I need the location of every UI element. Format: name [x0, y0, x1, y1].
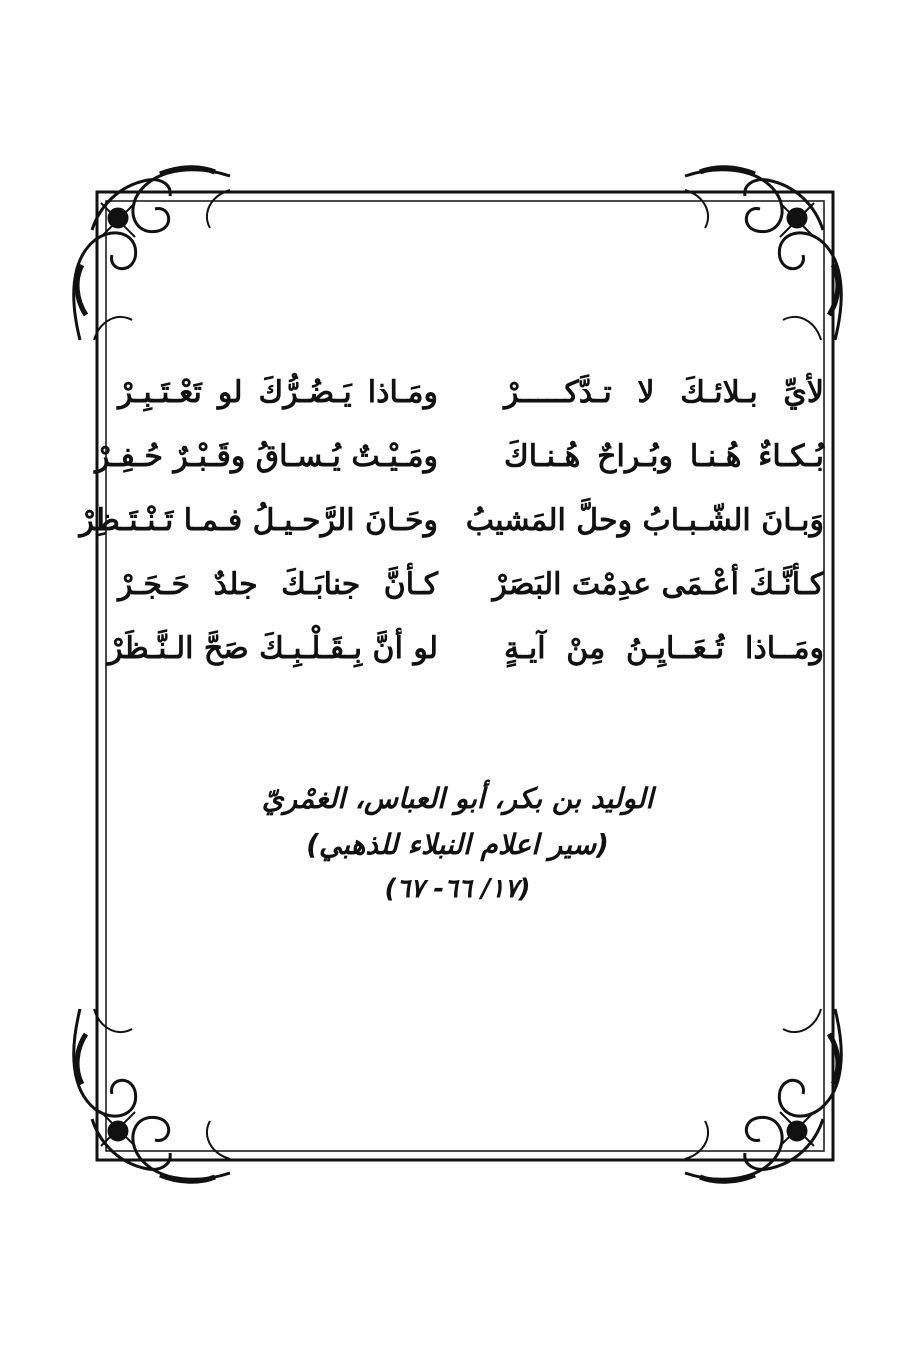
verse-3 — [79, 488, 824, 552]
corner-ornament-top-right — [685, 168, 841, 340]
verse-5-right-hemistich: ومَــاذا تُـعَــايِـنُ مِنْ آيـةٍ — [504, 630, 824, 666]
poem — [79, 360, 824, 680]
source-title: (سير اعلام النبلاء للذهبي) — [306, 828, 609, 861]
verse-1-left-hemistich: ومَـاذا يَـضُـرُّكَ لو تَعْـتَـبِـرْ — [118, 374, 438, 410]
verse-1-right-hemistich: لأيِّ بـلائـكَ لا تـدَّكـــــرْ — [504, 374, 824, 410]
verse-1 — [118, 360, 824, 424]
corner-ornament-bottom-right — [685, 1009, 841, 1181]
verse-2-left-hemistich: ومَـيْـتٌ يُـسـاقُ وقَـبْـرٌ حُـفِـرْ — [95, 438, 438, 474]
verse-2-right-hemistich: بُـكـاءٌ هُـنـا وبُـراحٌ هُـنـاكَ — [504, 438, 824, 474]
verse-4 — [118, 552, 824, 616]
verse-3-left-hemistich: وحَـانَ الرَّحـيـلُ فـمـا تَـنْـتَـظِرْ — [79, 502, 438, 538]
verse-2 — [95, 424, 824, 488]
verse-3-right-hemistich: وَبـانَ الشّـبـابُ وحلَّ المَشيبُ — [465, 502, 824, 538]
verse-4-right-hemistich: كـأنَّـكَ أعْـمَى عدِمْتَ البَصَرْ — [492, 566, 824, 602]
verse-5 — [108, 616, 824, 680]
source-reference: (١٧/ ٦٦- ٦٧) — [384, 874, 531, 904]
verse-4-left-hemistich: كـأنَّ جنابَـكَ جلدٌ حَـجَـرْ — [118, 566, 438, 602]
author-name: الوليد بن بكر، أبو العباس، الغمْريّ — [261, 782, 654, 815]
verse-5-left-hemistich: لو أنَّ بِـقَـلْـبِـكَ صَحَّ الـنَّـظَرْ — [108, 630, 438, 666]
